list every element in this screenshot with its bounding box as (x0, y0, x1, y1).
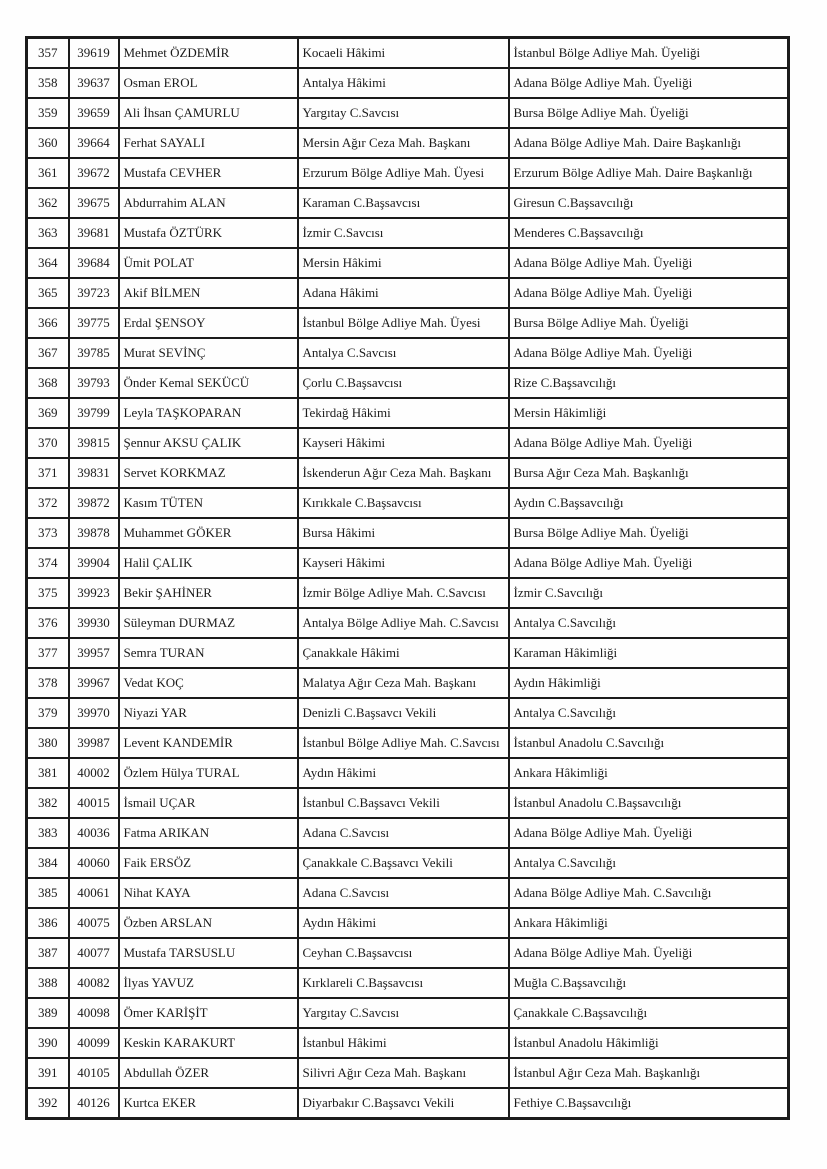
table-row (27, 308, 789, 338)
registry-number-cell: 39987 (69, 728, 119, 758)
current-post-cell: Denizli C.Başsavcı Vekili (298, 698, 509, 728)
registry-number-cell: 40099 (69, 1028, 119, 1058)
person-name-cell: Bekir ŞAHİNER (119, 578, 298, 608)
new-post-cell: İzmir C.Savcılığı (509, 578, 789, 608)
current-post-cell: Çanakkale C.Başsavcı Vekili (298, 848, 509, 878)
current-post-cell: Yargıtay C.Savcısı (298, 98, 509, 128)
person-name-cell: Özben ARSLAN (119, 908, 298, 938)
current-post-cell: Diyarbakır C.Başsavcı Vekili (298, 1088, 509, 1119)
current-post-cell: Malatya Ağır Ceza Mah. Başkanı (298, 668, 509, 698)
new-post-cell: Fethiye C.Başsavcılığı (509, 1088, 789, 1119)
sequence-number-cell: 381 (27, 758, 69, 788)
table-row (27, 758, 789, 788)
person-name-cell: Abdurrahim ALAN (119, 188, 298, 218)
table-row (27, 1028, 789, 1058)
registry-number-cell: 39659 (69, 98, 119, 128)
registry-number-cell: 39872 (69, 488, 119, 518)
current-post-cell: Çorlu C.Başsavcısı (298, 368, 509, 398)
table-row (27, 248, 789, 278)
new-post-cell: Adana Bölge Adliye Mah. Üyeliği (509, 68, 789, 98)
current-post-cell: Yargıtay C.Savcısı (298, 998, 509, 1028)
sequence-number-cell: 390 (27, 1028, 69, 1058)
table-row (27, 218, 789, 248)
new-post-cell: Adana Bölge Adliye Mah. Üyeliği (509, 248, 789, 278)
table-row (27, 878, 789, 908)
new-post-cell: İstanbul Ağır Ceza Mah. Başkanlığı (509, 1058, 789, 1088)
new-post-cell: Ankara Hâkimliği (509, 908, 789, 938)
new-post-cell: Antalya C.Savcılığı (509, 698, 789, 728)
registry-number-cell: 39664 (69, 128, 119, 158)
sequence-number-cell: 362 (27, 188, 69, 218)
person-name-cell: Özlem Hülya TURAL (119, 758, 298, 788)
new-post-cell: İstanbul Anadolu Hâkimliği (509, 1028, 789, 1058)
person-name-cell: Mustafa TARSUSLU (119, 938, 298, 968)
current-post-cell: Adana C.Savcısı (298, 878, 509, 908)
current-post-cell: Kayseri Hâkimi (298, 428, 509, 458)
table-row (27, 998, 789, 1028)
sequence-number-cell: 392 (27, 1088, 69, 1119)
current-post-cell: İstanbul Hâkimi (298, 1028, 509, 1058)
person-name-cell: Keskin KARAKURT (119, 1028, 298, 1058)
new-post-cell: İstanbul Anadolu C.Başsavcılığı (509, 788, 789, 818)
person-name-cell: Muhammet GÖKER (119, 518, 298, 548)
sequence-number-cell: 358 (27, 68, 69, 98)
new-post-cell: Rize C.Başsavcılığı (509, 368, 789, 398)
new-post-cell: Adana Bölge Adliye Mah. Üyeliği (509, 938, 789, 968)
table-row (27, 668, 789, 698)
person-name-cell: Osman EROL (119, 68, 298, 98)
new-post-cell: Antalya C.Savcılığı (509, 608, 789, 638)
table-row (27, 278, 789, 308)
registry-number-cell: 39967 (69, 668, 119, 698)
sequence-number-cell: 361 (27, 158, 69, 188)
person-name-cell: Vedat KOÇ (119, 668, 298, 698)
new-post-cell: Antalya C.Savcılığı (509, 848, 789, 878)
registry-number-cell: 39672 (69, 158, 119, 188)
current-post-cell: Antalya Hâkimi (298, 68, 509, 98)
registry-number-cell: 40015 (69, 788, 119, 818)
new-post-cell: Muğla C.Başsavcılığı (509, 968, 789, 998)
current-post-cell: Çanakkale Hâkimi (298, 638, 509, 668)
person-name-cell: Kasım TÜTEN (119, 488, 298, 518)
new-post-cell: Aydın Hâkimliği (509, 668, 789, 698)
registry-number-cell: 39799 (69, 398, 119, 428)
registry-number-cell: 39923 (69, 578, 119, 608)
person-name-cell: Ömer KARİŞİT (119, 998, 298, 1028)
person-name-cell: Ümit POLAT (119, 248, 298, 278)
current-post-cell: Adana Hâkimi (298, 278, 509, 308)
sequence-number-cell: 357 (27, 38, 69, 69)
new-post-cell: Erzurum Bölge Adliye Mah. Daire Başkanlığı (509, 158, 789, 188)
sequence-number-cell: 365 (27, 278, 69, 308)
table-row (27, 68, 789, 98)
person-name-cell: İlyas YAVUZ (119, 968, 298, 998)
registry-number-cell: 39681 (69, 218, 119, 248)
new-post-cell: Bursa Bölge Adliye Mah. Üyeliği (509, 308, 789, 338)
current-post-cell: İskenderun Ağır Ceza Mah. Başkanı (298, 458, 509, 488)
current-post-cell: Bursa Hâkimi (298, 518, 509, 548)
table-row (27, 1088, 789, 1119)
registry-number-cell: 39637 (69, 68, 119, 98)
current-post-cell: Adana C.Savcısı (298, 818, 509, 848)
sequence-number-cell: 387 (27, 938, 69, 968)
registry-number-cell: 39970 (69, 698, 119, 728)
registry-number-cell: 39619 (69, 38, 119, 69)
person-name-cell: Mustafa ÖZTÜRK (119, 218, 298, 248)
person-name-cell: Mehmet ÖZDEMİR (119, 38, 298, 69)
sequence-number-cell: 386 (27, 908, 69, 938)
table-row (27, 398, 789, 428)
new-post-cell: Mersin Hâkimliği (509, 398, 789, 428)
current-post-cell: Erzurum Bölge Adliye Mah. Üyesi (298, 158, 509, 188)
person-name-cell: Faik ERSÖZ (119, 848, 298, 878)
new-post-cell: Giresun C.Başsavcılığı (509, 188, 789, 218)
table-row (27, 698, 789, 728)
person-name-cell: İsmail UÇAR (119, 788, 298, 818)
person-name-cell: Nihat KAYA (119, 878, 298, 908)
registry-number-cell: 39957 (69, 638, 119, 668)
sequence-number-cell: 366 (27, 308, 69, 338)
sequence-number-cell: 388 (27, 968, 69, 998)
sequence-number-cell: 383 (27, 818, 69, 848)
registry-number-cell: 39878 (69, 518, 119, 548)
current-post-cell: Kayseri Hâkimi (298, 548, 509, 578)
current-post-cell: İstanbul C.Başsavcı Vekili (298, 788, 509, 818)
sequence-number-cell: 363 (27, 218, 69, 248)
person-name-cell: Fatma ARIKAN (119, 818, 298, 848)
new-post-cell: Çanakkale C.Başsavcılığı (509, 998, 789, 1028)
new-post-cell: Menderes C.Başsavcılığı (509, 218, 789, 248)
current-post-cell: Aydın Hâkimi (298, 908, 509, 938)
appointments-table (25, 36, 790, 1120)
person-name-cell: Servet KORKMAZ (119, 458, 298, 488)
new-post-cell: Adana Bölge Adliye Mah. Üyeliği (509, 428, 789, 458)
sequence-number-cell: 377 (27, 638, 69, 668)
registry-number-cell: 39675 (69, 188, 119, 218)
registry-number-cell: 40036 (69, 818, 119, 848)
current-post-cell: Mersin Hâkimi (298, 248, 509, 278)
table-row (27, 188, 789, 218)
new-post-cell: Karaman Hâkimliği (509, 638, 789, 668)
registry-number-cell: 39793 (69, 368, 119, 398)
person-name-cell: Murat SEVİNÇ (119, 338, 298, 368)
table-row (27, 968, 789, 998)
table-row (27, 818, 789, 848)
person-name-cell: Ali İhsan ÇAMURLU (119, 98, 298, 128)
table-row (27, 428, 789, 458)
current-post-cell: İstanbul Bölge Adliye Mah. Üyesi (298, 308, 509, 338)
sequence-number-cell: 371 (27, 458, 69, 488)
table-row (27, 38, 789, 69)
sequence-number-cell: 384 (27, 848, 69, 878)
sequence-number-cell: 360 (27, 128, 69, 158)
table-row (27, 788, 789, 818)
sequence-number-cell: 375 (27, 578, 69, 608)
person-name-cell: Halil ÇALIK (119, 548, 298, 578)
appointments-table-body (27, 38, 789, 1119)
current-post-cell: Aydın Hâkimi (298, 758, 509, 788)
sequence-number-cell: 367 (27, 338, 69, 368)
current-post-cell: Kırıkkale C.Başsavcısı (298, 488, 509, 518)
sequence-number-cell: 368 (27, 368, 69, 398)
table-row (27, 848, 789, 878)
sequence-number-cell: 372 (27, 488, 69, 518)
current-post-cell: Ceyhan C.Başsavcısı (298, 938, 509, 968)
registry-number-cell: 40002 (69, 758, 119, 788)
person-name-cell: Erdal ŞENSOY (119, 308, 298, 338)
sequence-number-cell: 374 (27, 548, 69, 578)
person-name-cell: Şennur AKSU ÇALIK (119, 428, 298, 458)
sequence-number-cell: 376 (27, 608, 69, 638)
table-row (27, 938, 789, 968)
sequence-number-cell: 385 (27, 878, 69, 908)
table-row (27, 638, 789, 668)
table-row (27, 458, 789, 488)
sequence-number-cell: 369 (27, 398, 69, 428)
new-post-cell: Adana Bölge Adliye Mah. Üyeliği (509, 338, 789, 368)
new-post-cell: Bursa Bölge Adliye Mah. Üyeliği (509, 98, 789, 128)
person-name-cell: Leyla TAŞKOPARAN (119, 398, 298, 428)
table-row (27, 1058, 789, 1088)
registry-number-cell: 40082 (69, 968, 119, 998)
sequence-number-cell: 373 (27, 518, 69, 548)
person-name-cell: Abdullah ÖZER (119, 1058, 298, 1088)
person-name-cell: Niyazi YAR (119, 698, 298, 728)
current-post-cell: Kırklareli C.Başsavcısı (298, 968, 509, 998)
new-post-cell: Adana Bölge Adliye Mah. Daire Başkanlığı (509, 128, 789, 158)
current-post-cell: İzmir C.Savcısı (298, 218, 509, 248)
new-post-cell: Bursa Ağır Ceza Mah. Başkanlığı (509, 458, 789, 488)
registry-number-cell: 40060 (69, 848, 119, 878)
person-name-cell: Levent KANDEMİR (119, 728, 298, 758)
person-name-cell: Ferhat SAYALI (119, 128, 298, 158)
sequence-number-cell: 378 (27, 668, 69, 698)
registry-number-cell: 40105 (69, 1058, 119, 1088)
registry-number-cell: 40126 (69, 1088, 119, 1119)
table-row (27, 548, 789, 578)
new-post-cell: Ankara Hâkimliği (509, 758, 789, 788)
current-post-cell: Kocaeli Hâkimi (298, 38, 509, 69)
sequence-number-cell: 359 (27, 98, 69, 128)
sequence-number-cell: 370 (27, 428, 69, 458)
registry-number-cell: 39684 (69, 248, 119, 278)
registry-number-cell: 40061 (69, 878, 119, 908)
table-row (27, 488, 789, 518)
registry-number-cell: 39831 (69, 458, 119, 488)
person-name-cell: Mustafa CEVHER (119, 158, 298, 188)
registry-number-cell: 40075 (69, 908, 119, 938)
sequence-number-cell: 382 (27, 788, 69, 818)
table-row (27, 158, 789, 188)
sequence-number-cell: 391 (27, 1058, 69, 1088)
table-row (27, 608, 789, 638)
sequence-number-cell: 389 (27, 998, 69, 1028)
current-post-cell: Tekirdağ Hâkimi (298, 398, 509, 428)
person-name-cell: Akif BİLMEN (119, 278, 298, 308)
current-post-cell: Karaman C.Başsavcısı (298, 188, 509, 218)
registry-number-cell: 40077 (69, 938, 119, 968)
registry-number-cell: 39785 (69, 338, 119, 368)
sequence-number-cell: 380 (27, 728, 69, 758)
registry-number-cell: 39723 (69, 278, 119, 308)
table-row (27, 728, 789, 758)
current-post-cell: Silivri Ağır Ceza Mah. Başkanı (298, 1058, 509, 1088)
new-post-cell: Adana Bölge Adliye Mah. Üyeliği (509, 818, 789, 848)
registry-number-cell: 40098 (69, 998, 119, 1028)
table-row (27, 578, 789, 608)
sequence-number-cell: 379 (27, 698, 69, 728)
table-row (27, 338, 789, 368)
person-name-cell: Önder Kemal SEKÜCÜ (119, 368, 298, 398)
new-post-cell: Adana Bölge Adliye Mah. Üyeliği (509, 548, 789, 578)
person-name-cell: Semra TURAN (119, 638, 298, 668)
new-post-cell: Bursa Bölge Adliye Mah. Üyeliği (509, 518, 789, 548)
new-post-cell: İstanbul Bölge Adliye Mah. Üyeliği (509, 38, 789, 69)
table-row (27, 128, 789, 158)
new-post-cell: İstanbul Anadolu C.Savcılığı (509, 728, 789, 758)
registry-number-cell: 39930 (69, 608, 119, 638)
table-row (27, 368, 789, 398)
current-post-cell: İstanbul Bölge Adliye Mah. C.Savcısı (298, 728, 509, 758)
registry-number-cell: 39904 (69, 548, 119, 578)
current-post-cell: Antalya Bölge Adliye Mah. C.Savcısı (298, 608, 509, 638)
person-name-cell: Kurtca EKER (119, 1088, 298, 1119)
registry-number-cell: 39815 (69, 428, 119, 458)
table-row (27, 518, 789, 548)
new-post-cell: Adana Bölge Adliye Mah. C.Savcılığı (509, 878, 789, 908)
person-name-cell: Süleyman DURMAZ (119, 608, 298, 638)
registry-number-cell: 39775 (69, 308, 119, 338)
current-post-cell: Antalya C.Savcısı (298, 338, 509, 368)
current-post-cell: Mersin Ağır Ceza Mah. Başkanı (298, 128, 509, 158)
table-row (27, 908, 789, 938)
new-post-cell: Aydın C.Başsavcılığı (509, 488, 789, 518)
new-post-cell: Adana Bölge Adliye Mah. Üyeliği (509, 278, 789, 308)
table-row (27, 98, 789, 128)
current-post-cell: İzmir Bölge Adliye Mah. C.Savcısı (298, 578, 509, 608)
sequence-number-cell: 364 (27, 248, 69, 278)
